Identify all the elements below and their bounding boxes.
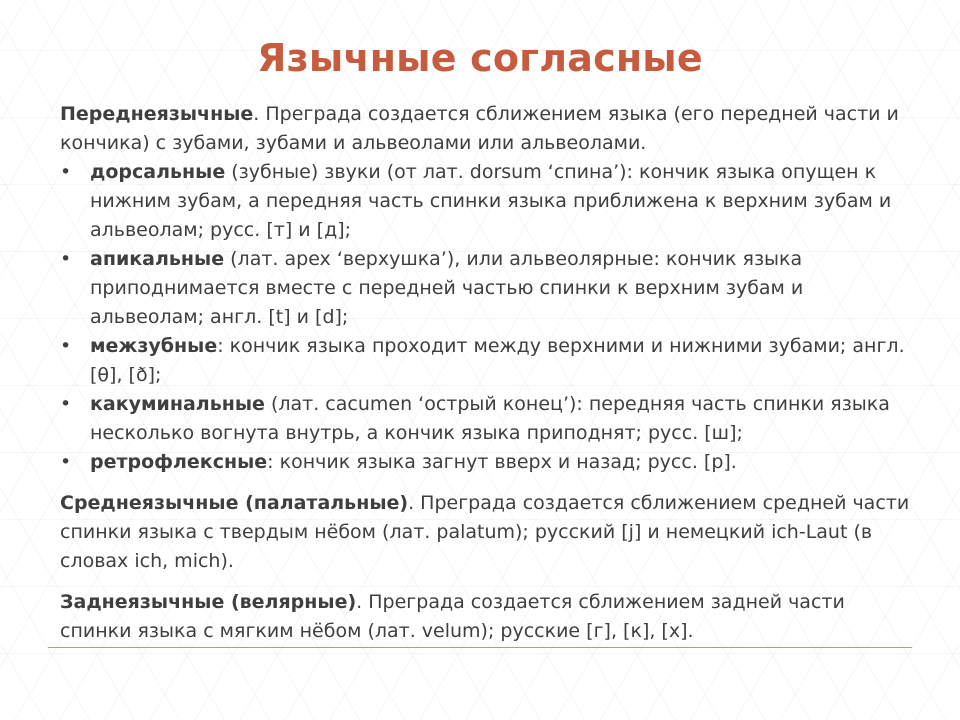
list-item-text: (лат. cacumen ‘острый конец’): передняя часть спинки языка несколько вогнута внутрь, а кончик языка приподнят; русс. [ш]; — [90, 393, 890, 444]
list-item-term: дорсальные — [90, 161, 226, 183]
bullet-icon: • — [60, 161, 72, 183]
footer-divider — [48, 647, 912, 648]
bullet-icon: • — [60, 335, 72, 357]
paragraph-front-lingual — [60, 100, 910, 158]
list-item — [60, 332, 910, 390]
list-item-text: : кончик языка загнут вверх и назад; русс. [р]. — [267, 451, 737, 473]
list-item-term: апикальные — [90, 248, 225, 270]
list-item — [60, 245, 910, 332]
paragraph-velar — [60, 588, 910, 646]
list-item-text: : кончик языка проходит между верхними и нижними зубами; англ. [θ], [ð]; — [90, 335, 905, 386]
list-item-text: (зубные) звуки (от лат. dorsum ‘спина’): кончик языка опущен к нижним зубам, а передняя часть спинки языка приближена к верхним зубам и альвеолам; русс. [т] и [д]; — [90, 161, 892, 241]
list-item — [60, 448, 910, 477]
front-lingual-types-list — [60, 158, 910, 477]
slide-title: Язычные согласные — [257, 36, 703, 80]
list-item-term: межзубные — [90, 335, 218, 357]
text-velar: . Преграда создается сближением задней части спинки языка с мягким нёбом (лат. velum); русские [г], [к], [х]. — [60, 591, 845, 642]
bullet-icon: • — [60, 248, 72, 270]
list-item-text: (лат. apex ‘верхушка’), или альвеолярные: кончик языка приподнимается вместе с передней частью спинки к верхним зубам и альвеолам; англ. [t] и [d]; — [90, 248, 804, 328]
term-front-lingual: Переднеязычные — [60, 103, 254, 125]
bullet-icon: • — [60, 451, 72, 473]
text-palatal: . Преграда создается сближением средней части спинки языка с твердым нёбом (лат. palatum); русский [j] и немецкий ich-Laut (в словах ich, mich). — [60, 492, 910, 572]
list-item — [60, 158, 910, 245]
bullet-icon: • — [60, 393, 72, 415]
text-front-lingual: . Преграда создается сближением языка (его передней части и кончика) с зубами, зубами и альвеолами или альвеолами. — [60, 103, 899, 154]
term-velar: Заднеязычные (велярные) — [60, 591, 357, 613]
list-item — [60, 390, 910, 448]
list-item-term: ретрофлексные — [90, 451, 268, 473]
slide-body — [60, 100, 910, 646]
term-palatal: Среднеязычные (палатальные) — [60, 492, 409, 514]
paragraph-palatal — [60, 489, 910, 576]
list-item-term: какуминальные — [90, 393, 265, 415]
